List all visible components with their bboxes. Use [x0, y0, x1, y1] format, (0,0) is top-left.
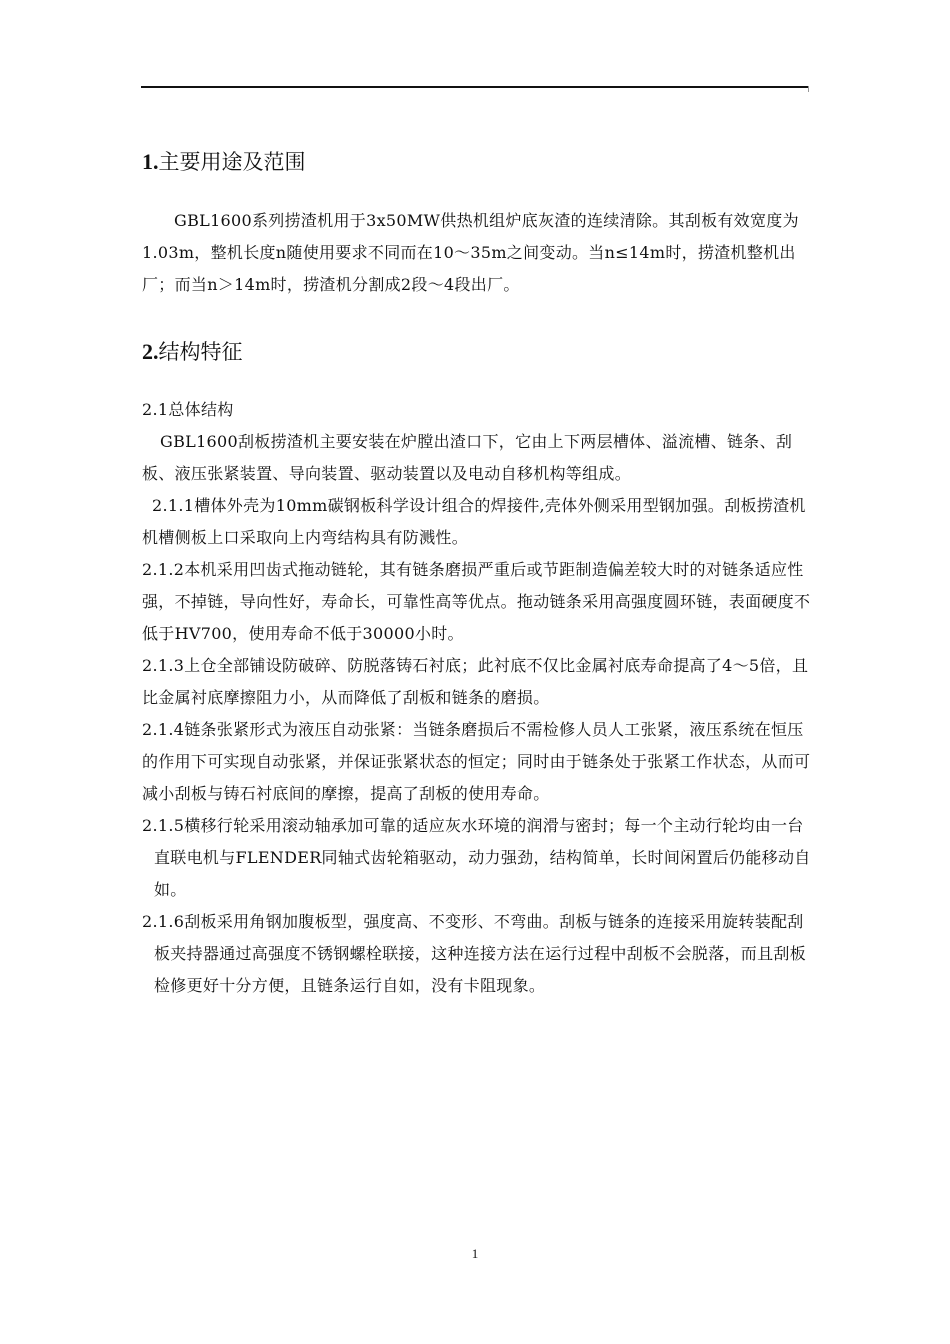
- subsection-2-1-heading: 2.1总体结构: [142, 400, 234, 419]
- document-body: [142, 140, 812, 1002]
- section-2-title: 结构特征: [158, 340, 243, 364]
- subsection-2-1-lead: GBL1600刮板捞渣机主要安装在炉膛出渣口下，它由上下两层槽体、溢流槽、链条、刮板、液压张紧装置、导向装置、驱动装置以及电动自移机构等组成。: [142, 432, 793, 483]
- item-2-1-1: 2.1.1槽体外壳为10mm碳钢板科学设计组合的焊接件,壳体外侧采用型钢加强。刮板捞渣机机槽侧板上口采取向上内弯结构具有防溅性。: [142, 496, 806, 547]
- section-1-paragraph: GBL1600系列捞渣机用于3x50MW供热机组炉底灰渣的连续清除。其刮板有效宽度为1.03m，整机长度n随使用要求不同而在10～35m之间变动。当n≤14m时，捞渣机整机出厂；而当n＞14m时，捞渣机分割成2段～4段出厂。: [142, 211, 799, 294]
- section-1-title: 主要用途及范围: [158, 150, 306, 174]
- item-2-1-5: 2.1.5横移行轮采用滚动轴承加可靠的适应灰水环境的润滑与密封；每一个主动行轮均由一台直联电机与FLENDER同轴式齿轮箱驱动，动力强劲，结构简单，长时间闲置后仍能移动自如。: [142, 816, 811, 899]
- section-2-number: 2.: [142, 339, 159, 364]
- item-2-1-4: 2.1.4链条张紧形式为液压自动张紧：当链条磨损后不需检修人员人工张紧，液压系统在恒压的作用下可实现自动张紧，并保证张紧状态的恒定；同时由于链条处于张紧工作状态，从而可减小刮板与铸石衬底间的摩擦，提高了刮板的使用寿命。: [142, 720, 811, 803]
- header-rule: [141, 86, 809, 88]
- item-2-1-3: 2.1.3上仓全部铺设防破碎、防脱落铸石衬底；此衬底不仅比金属衬底寿命提高了4～5倍，且比金属衬底摩擦阻力小，从而降低了刮板和链条的磨损。: [142, 656, 809, 707]
- section-2-heading: [142, 330, 812, 374]
- item-2-1-6: 2.1.6刮板采用角钢加腹板型，强度高、不变形、不弯曲。刮板与链条的连接采用旋转装配刮板夹持器通过高强度不锈钢螺栓联接，这种连接方法在运行过程中刮板不会脱落，而且刮板检修更好十分方便，且链条运行自如，没有卡阻现象。: [142, 912, 807, 995]
- section-1-number: 1.: [142, 149, 159, 174]
- page-number: 1: [471, 1246, 479, 1261]
- section-1-heading: [142, 140, 812, 184]
- header-rule-tick: [808, 86, 809, 92]
- item-2-1-2: 2.1.2本机采用凹齿式拖动链轮，其有链条磨损严重后或节距制造偏差较大时的对链条适应性强，不掉链，导向性好，寿命长，可靠性高等优点。拖动链条采用高强度圆环链，表面硬度不低于HV700，使用寿命不低于30000小时。: [142, 560, 811, 643]
